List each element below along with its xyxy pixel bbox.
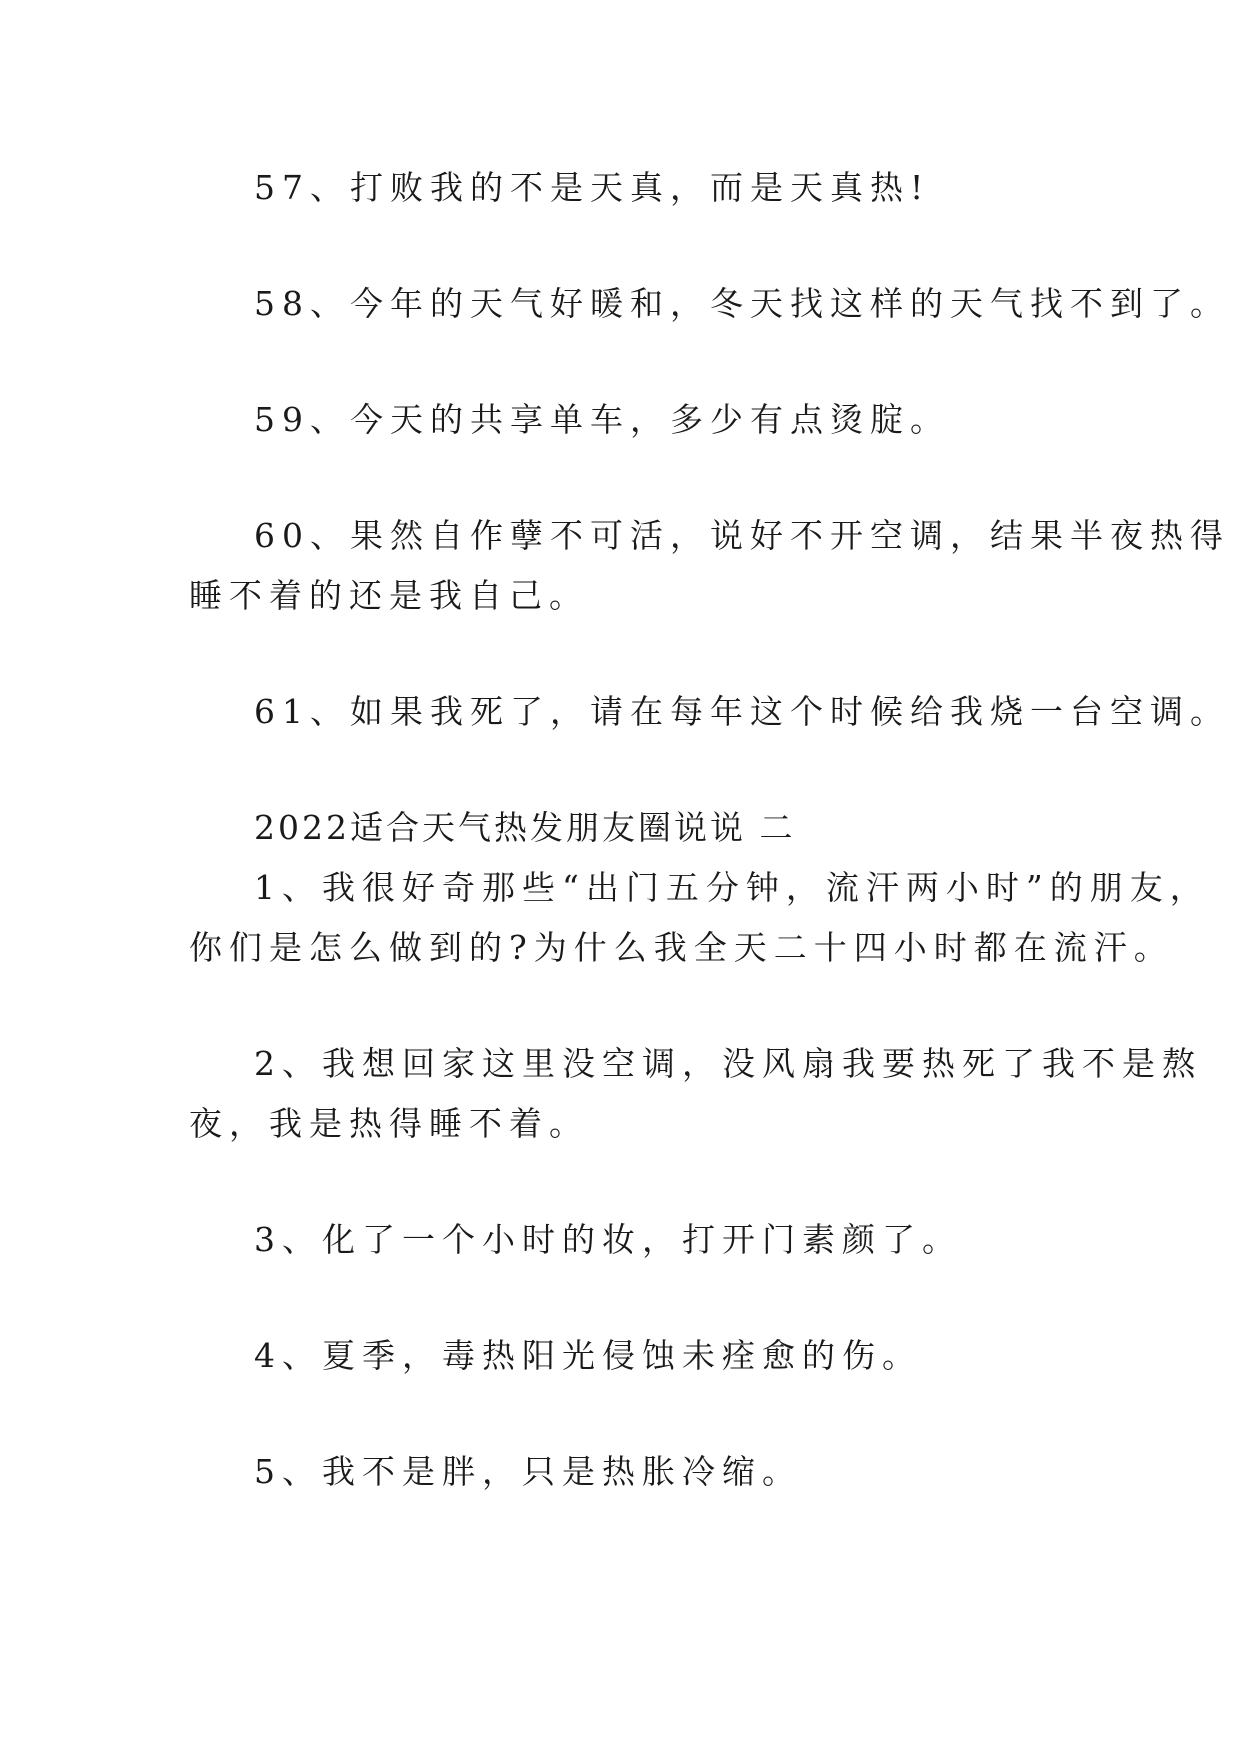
paragraph-1-line-1: 1、我很好奇那些“出门五分钟，流汗两小时”的朋友， — [254, 868, 1210, 907]
paragraph-2-line-1: 2、我想回家这里没空调，没风扇我要热死了我不是熬 — [254, 1044, 1202, 1083]
paragraph-57: 57、打败我的不是天真，而是天真热! — [254, 168, 931, 207]
paragraph-60-line-1: 60、果然自作孽不可活，说好不开空调，结果半夜热得 — [254, 516, 1230, 555]
paragraph-58: 58、今年的天气好暖和，冬天找这样的天气找不到了。 — [254, 284, 1230, 323]
paragraph-1-line-2: 你们是怎么做到的?为什么我全天二十四小时都在流汗。 — [189, 928, 1174, 967]
paragraph-2-line-2: 夜，我是热得睡不着。 — [189, 1104, 589, 1143]
paragraph-60-line-2: 睡不着的还是我自己。 — [189, 576, 589, 615]
section-heading: 2022适合天气热发朋友圈说说 二 — [254, 808, 796, 847]
paragraph-3: 3、化了一个小时的妆，打开门素颜了。 — [254, 1220, 962, 1259]
paragraph-5: 5、我不是胖，只是热胀冷缩。 — [254, 1452, 802, 1491]
paragraph-61: 61、如果我死了，请在每年这个时候给我烧一台空调。 — [254, 692, 1230, 731]
paragraph-4: 4、夏季，毒热阳光侵蚀未痊愈的伤。 — [254, 1336, 922, 1375]
paragraph-59: 59、今天的共享单车，多少有点烫腚。 — [254, 400, 950, 439]
